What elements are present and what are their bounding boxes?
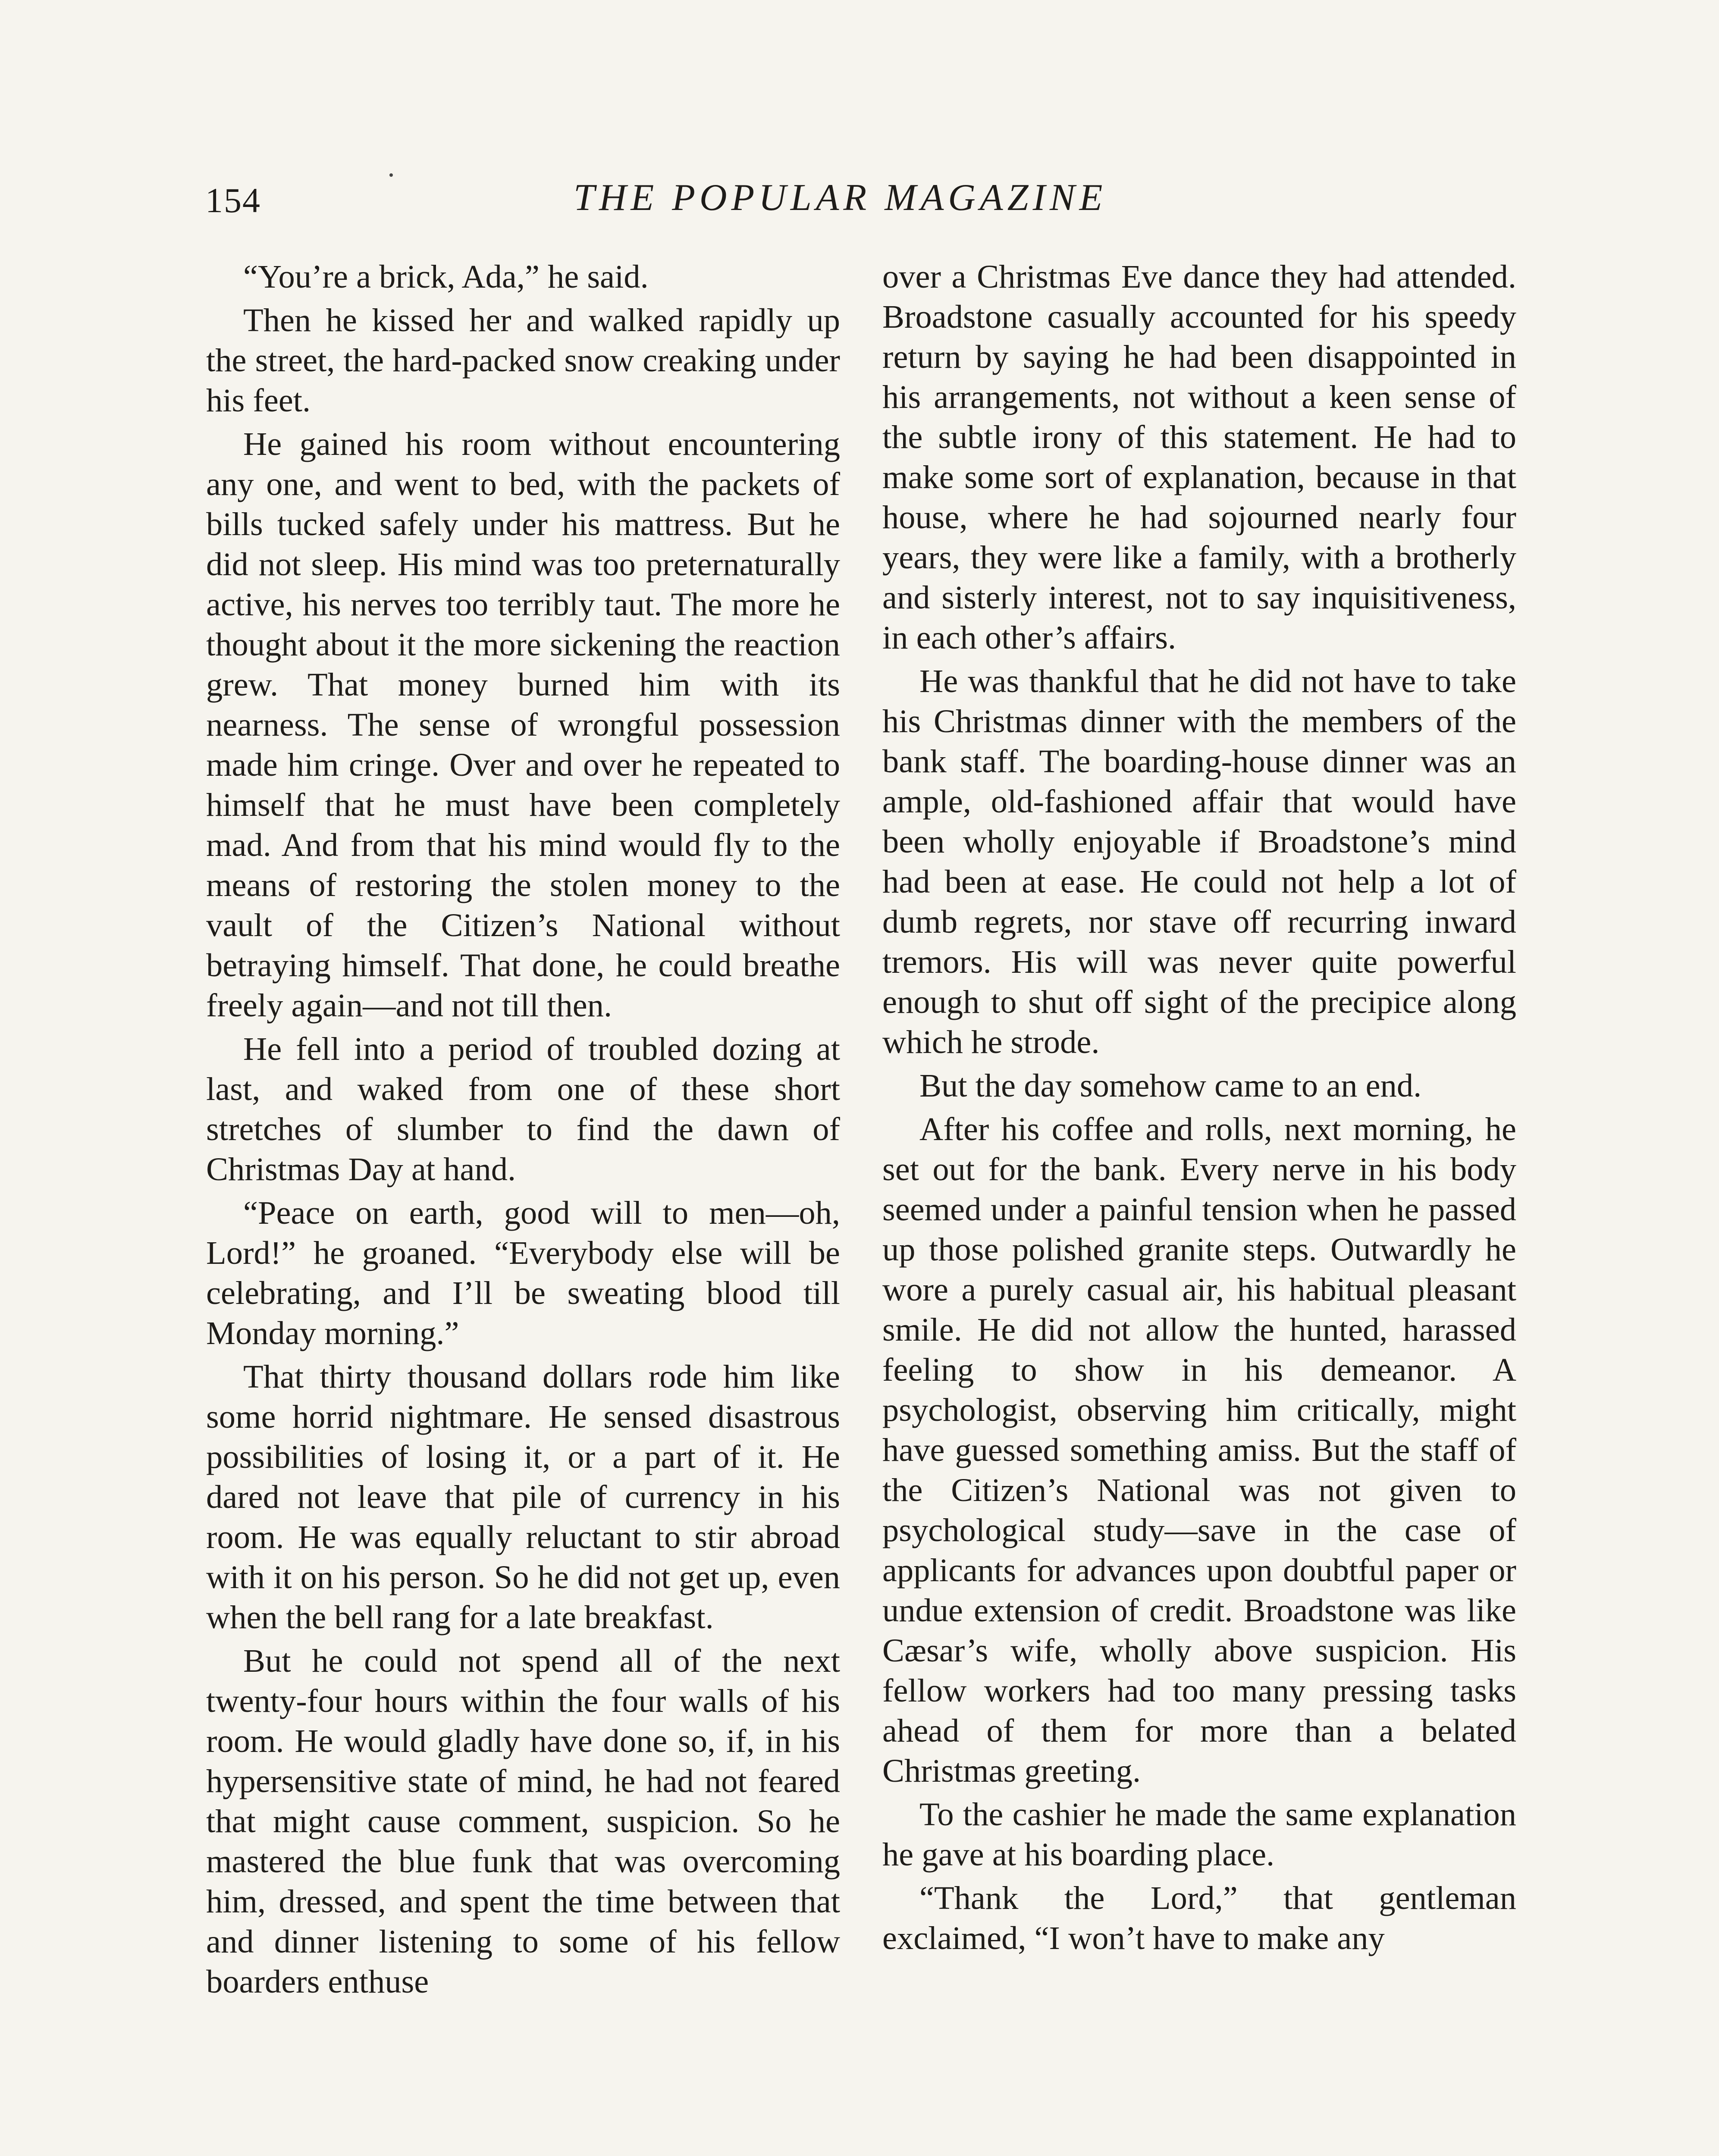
paragraph: “Peace on earth, good will to men—oh, Lord!” he groaned. “Everybody else will be celebrating, and I’ll be sweating blood till Monday morning.” bbox=[206, 1194, 840, 1351]
page-number: 154 bbox=[205, 181, 261, 220]
paragraph: “You’re a brick, Ada,” he said. bbox=[243, 258, 649, 295]
paragraph: He was thankful that he did not have to take his Christmas dinner with the members of the bank staff. The boarding-house dinner was an ample, old-fashioned affair that would have been wholly enjoyable if Broadstone’s mind had been at ease. He could not help a lot of dumb regrets, nor stave off recurring inward tremors. His will was never quite powerful enough to shut off sight of the precipice along which he strode. bbox=[882, 663, 1516, 1060]
running-header-title: THE POPULAR MAGAZINE bbox=[574, 177, 1107, 219]
paragraph: After his coffee and rolls, next morning, he set out for the bank. Every nerve in his body seemed under a painful tension when he passed up those polished granite steps. Outwardly he wore a purely casual air, his habitual pleasant smile. He did not allow the hunted, harassed feeling to show in his demeanor. A psychologist, observing him critically, might have guessed something amiss. But the staff of the Citizen’s National was not given to psychological study—save in the case of applicants for advances upon doubtful paper or undue extension of credit. Broadstone was like Cæsar’s wife, wholly above suspicion. His fellow workers had too many pressing tasks ahead of them for more than a belated Christmas greeting. bbox=[882, 1111, 1516, 1789]
paragraph: That thirty thousand dollars rode him like some horrid nightmare. He sensed disastrous possibilities of losing it, or a part of it. He dared not leave that pile of currency in his room. He was equally reluctant to stir abroad with it on his person. So he did not get up, even when the bell rang for a late breakfast. bbox=[206, 1358, 840, 1636]
print-speck bbox=[389, 173, 393, 177]
left-text-column bbox=[206, 257, 840, 2005]
paragraph: “Thank the Lord,” that gentleman exclaimed, “I won’t have to make any bbox=[882, 1880, 1516, 1956]
paragraph: Then he kissed her and walked rapidly up the street, the hard-packed snow creaking under his feet. bbox=[206, 302, 840, 419]
right-text-column bbox=[882, 257, 1516, 1962]
paragraph: To the cashier he made the same explanation he gave at his boarding place. bbox=[882, 1796, 1516, 1873]
paragraph: He gained his room without encountering any one, and went to bed, with the packets of bills tucked safely under his mattress. But he did not sleep. His mind was too preternaturally active, his nerves too terribly taut. The more he thought about it the more sickening the reaction grew. That money burned him with its nearness. The sense of wrongful possession made him cringe. Over and over he repeated to himself that he must have been completely mad. And from that his mind would fly to the means of restoring the stolen money to the vault of the Citizen’s National without betraying himself. That done, he could breathe freely again—and not till then. bbox=[206, 426, 840, 1024]
paragraph: But he could not spend all of the next twenty-four hours within the four walls of his room. He would gladly have done so, if, in his hypersensitive state of mind, he had not feared that might cause comment, suspicion. So he mastered the blue funk that was overcoming him, dressed, and spent the time between that and dinner listening to some of his fellow boarders enthuse bbox=[206, 1642, 840, 2000]
paragraph: He fell into a period of troubled dozing at last, and waked from one of these short stretches of slumber to find the dawn of Christmas Day at hand. bbox=[206, 1031, 840, 1188]
paragraph-continuation: over a Christmas Eve dance they had attended. Broadstone casually accounted for his speedy return by saying he had been disappointed in his arrangements, not without a keen sense of the subtle irony of this statement. He had to make some sort of explanation, because in that house, where he had sojourned nearly four years, they were like a family, with a brotherly and sisterly interest, not to say inquisitiveness, in each other’s affairs. bbox=[882, 258, 1516, 656]
paragraph: But the day somehow came to an end. bbox=[919, 1067, 1422, 1104]
